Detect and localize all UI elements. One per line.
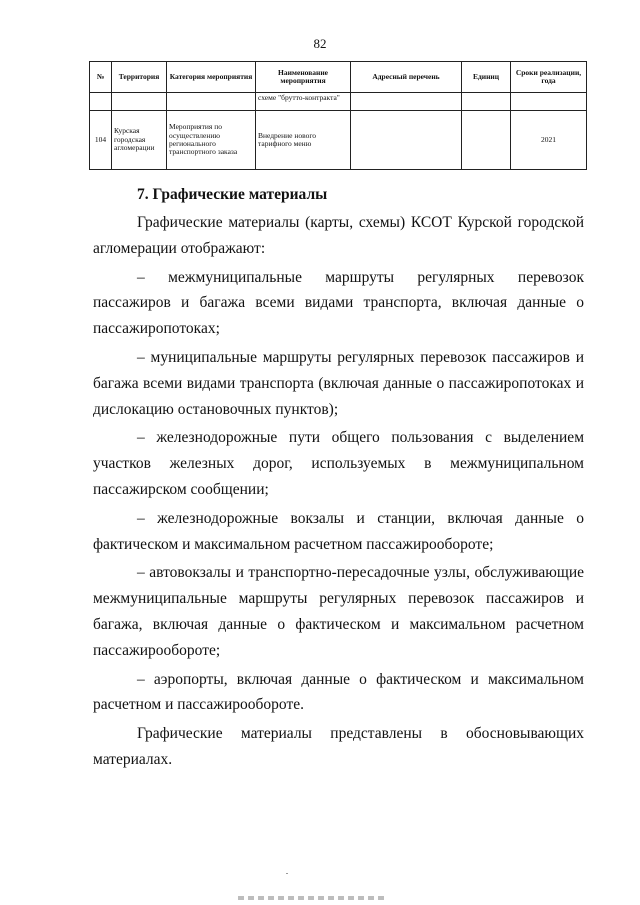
cell-category [167,93,256,111]
list-item: – межмуниципальные маршруты регулярных перевозок пассажиров и багажа всеми видами транспорта, включая данные о пассажиропотоках; [93,268,584,338]
header-territory: Территория [112,62,167,93]
closing-paragraph: Графические материалы представлены в обосновывающих материалах. [93,725,584,768]
footer-dot [286,873,288,874]
cell-address-list [351,111,462,170]
cell-territory: Курская городская агломерации [112,111,167,170]
cell-category: Мероприятия по осуществлению регионального транспортного заказа [167,111,256,170]
cell-territory [112,93,167,111]
intro-paragraph: Графические материалы (карты, схемы) КСОТ Курской городской агломерации отображают: [93,214,584,257]
table-row [90,93,587,111]
table-header-row [90,62,587,93]
header-units: Единиц [462,62,511,93]
footer-mark [238,896,388,900]
cell-number: 104 [90,111,112,170]
section-heading: 7. Графические материалы [137,186,328,203]
cell-deadline [511,93,587,111]
list-item: – автовокзалы и транспортно-пересадочные узлы, обслуживающие межмуниципальные маршруты регулярных перевозок пассажиров и багажа, включая данные о фактическом и максимальном расчетном пассажирообороте; [93,564,584,659]
list-item: – аэропорты, включая данные о фактическом и максимальном расчетном и пассажирообороте. [93,670,584,714]
cell-measure-name: Внедрение нового тарифного меню [256,111,351,170]
header-category: Категория мероприятия [167,62,256,93]
measures-table [89,61,587,170]
list-item: – железнодорожные вокзалы и станции, включая данные о фактическом и максимальном расчетном пассажирообороте; [93,509,584,553]
header-deadline: Сроки реализации, года [511,62,587,93]
list-item: – железнодорожные пути общего пользования с выделением участков железных дорог, используемых в межмуниципальном пассажирском сообщении; [93,429,584,498]
header-address-list: Адресный перечень [351,62,462,93]
header-number: № [90,62,112,93]
table-row [90,111,587,170]
cell-address-list [351,93,462,111]
cell-measure-name: схеме "брутто-контракта" [256,93,351,111]
list-item: – муниципальные маршруты регулярных перевозок пассажиров и багажа всеми видами транспорта (включая данные о пассажиропотоках и дислокацию остановочных пунктов); [93,348,584,418]
cell-deadline: 2021 [511,111,587,170]
section-body [93,210,584,776]
header-measure-name: Наименование мероприятия [256,62,351,93]
cell-units [462,111,511,170]
cell-number [90,93,112,111]
cell-units [462,93,511,111]
page-number: 82 [313,36,327,51]
